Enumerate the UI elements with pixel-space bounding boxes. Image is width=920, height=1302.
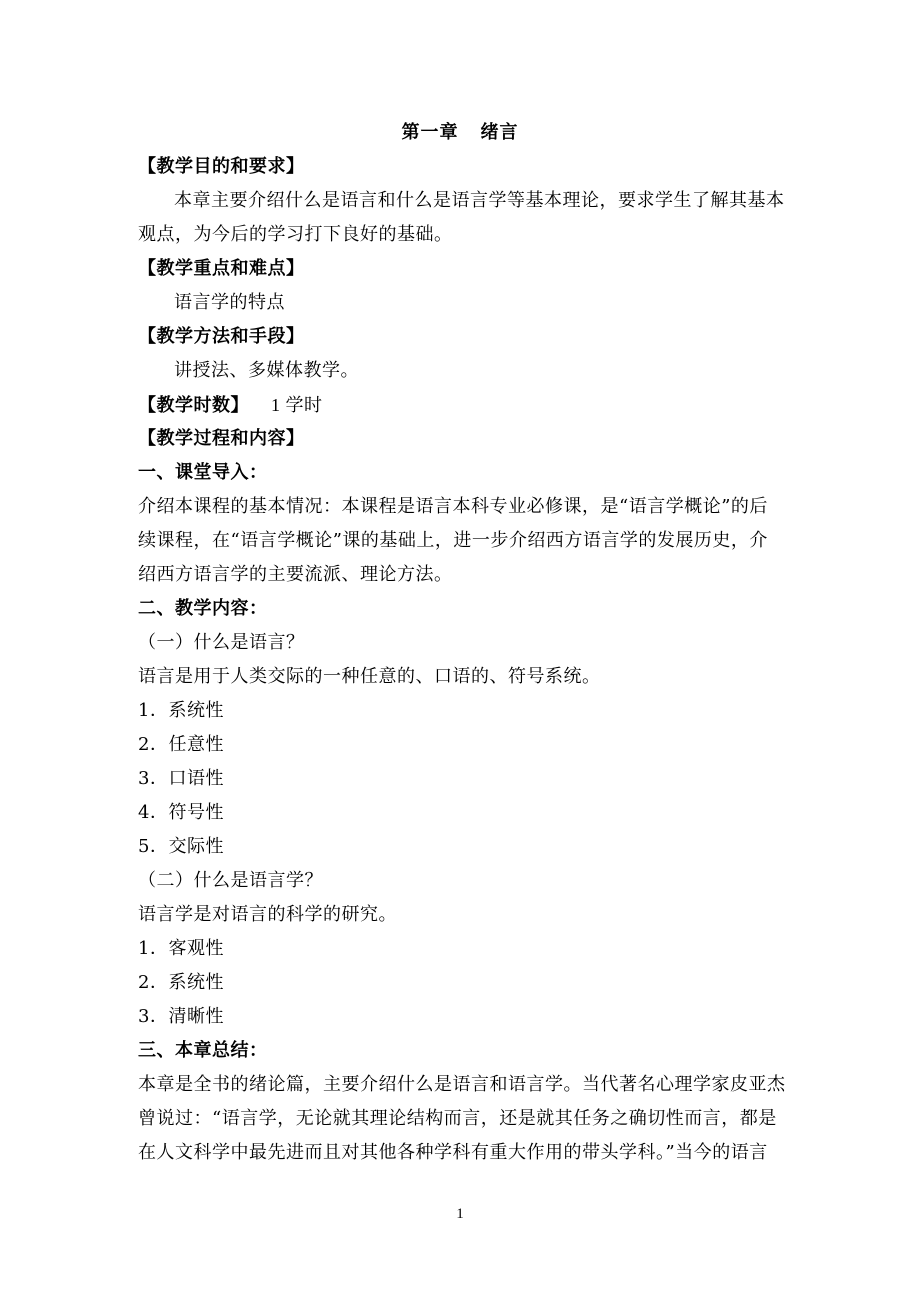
paragraph-line: 语言学是对语言的科学的研究。 <box>138 904 397 925</box>
question-heading: （一）什么是语言？ <box>138 632 305 653</box>
paragraph-line: 本章是全书的绪论篇，主要介绍什么是语言和语言学。当代著名心理学家皮亚杰 <box>138 1074 786 1095</box>
list-item: 2．系统性 <box>138 972 224 993</box>
section-heading-hours: 【教学时数】 <box>138 395 249 416</box>
subheading-introduction: 一、课堂导入： <box>138 462 268 483</box>
subheading-content: 二、教学内容： <box>138 598 268 619</box>
chapter-number: 第一章 <box>401 122 459 143</box>
page-number: 1 <box>456 1206 464 1222</box>
section-heading-methods: 【教学方法和手段】 <box>138 326 305 347</box>
section-heading-process: 【教学过程和内容】 <box>138 428 305 449</box>
paragraph-line: 介绍本课程的基本情况：本课程是语言本科专业必修课，是“语言学概论”的后 <box>138 496 768 517</box>
section-heading-key-points: 【教学重点和难点】 <box>138 258 305 279</box>
list-item: 4．符号性 <box>138 802 224 823</box>
paragraph-line: 曾说过：“语言学，无论就其理论结构而言，还是就其任务之确切性而言，都是 <box>138 1108 777 1129</box>
list-item: 1．系统性 <box>138 700 224 721</box>
paragraph-line: 讲授法、多媒体教学。 <box>174 360 359 381</box>
chapter-name: 绪言 <box>480 122 519 143</box>
question-heading: （二）什么是语言学？ <box>138 870 323 891</box>
list-item: 1．客观性 <box>138 938 224 959</box>
paragraph-line: 在人文科学中最先进而且对其他各种学科有重大作用的带头学科。”当今的语言 <box>138 1142 768 1163</box>
list-item: 3．口语性 <box>138 768 224 789</box>
paragraph-line: 绍西方语言学的主要流派、理论方法。 <box>138 564 453 585</box>
subheading-summary: 三、本章总结： <box>138 1040 268 1061</box>
chapter-title <box>0 116 920 150</box>
paragraph-line: 观点，为今后的学习打下良好的基础。 <box>138 224 453 245</box>
paragraph-line: 本章主要介绍什么是语言和什么是语言学等基本理论，要求学生了解其基本 <box>174 190 785 211</box>
paragraph-line: 语言是用于人类交际的一种任意的、口语的、符号系统。 <box>138 666 601 687</box>
teaching-hours-line <box>138 388 788 422</box>
list-item: 2．任意性 <box>138 734 224 755</box>
teaching-hours-value: 1 学时 <box>271 395 323 415</box>
section-heading-objectives: 【教学目的和要求】 <box>138 156 305 177</box>
list-item: 3．清晰性 <box>138 1006 224 1027</box>
paragraph-line: 语言学的特点 <box>174 292 285 313</box>
paragraph-line: 续课程，在“语言学概论”课的基础上，进一步介绍西方语言学的发展历史，介 <box>138 530 768 551</box>
list-item: 5．交际性 <box>138 836 224 857</box>
